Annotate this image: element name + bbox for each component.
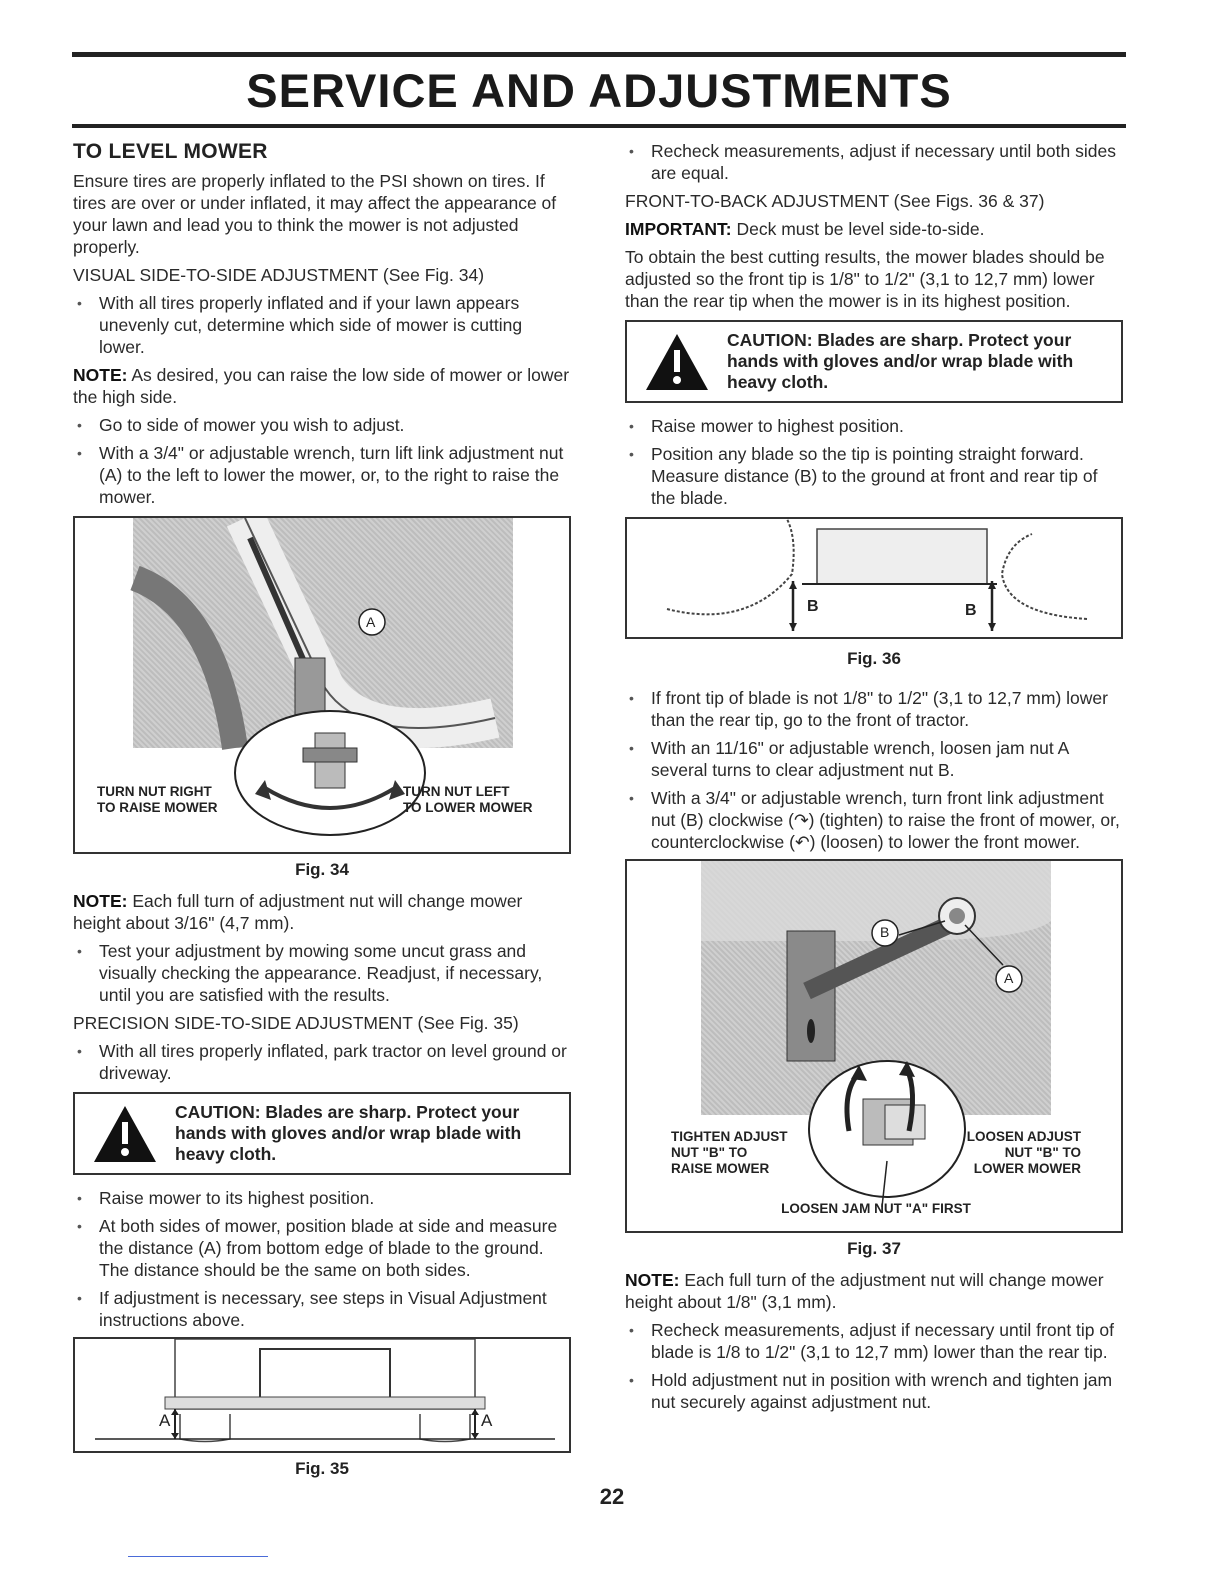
list-item: • With a 3/4" or adjustable wrench, turn lift link adjustment nut (A) to the left to lower the mower, or, to the right to raise the mower.	[73, 442, 571, 508]
list-item: • Test your adjustment by mowing some uncut grass and visually checking the appearance. Readjust, if necessary, until you are satisfied with the results.	[73, 940, 571, 1006]
footer-link-underline	[128, 1556, 268, 1557]
list-item: • Go to side of mower you wish to adjust.	[73, 414, 571, 436]
fig35-label-a-right: A	[481, 1411, 493, 1430]
fig34-label-right-1: TURN NUT LEFT	[403, 784, 510, 799]
list-item: • With all tires properly inflated and if your lawn appears unevenly cut, determine which side of mower is cutting lower.	[73, 292, 571, 358]
list-item: • Recheck measurements, adjust if necessary until both sides are equal.	[625, 140, 1123, 184]
fig37-label-right-2: NUT "B" TO	[1004, 1145, 1081, 1160]
front-tip-bullet-list	[625, 687, 1123, 853]
fig37-label-bottom: LOOSEN JAM NUT "A" FIRST	[781, 1201, 971, 1216]
left-column	[73, 140, 571, 1489]
precision-bullet-list	[73, 1040, 571, 1084]
section-heading: TO LEVEL MOWER	[73, 140, 268, 163]
fig37-label-right-1: LOOSEN ADJUST	[966, 1129, 1081, 1144]
raise-bullet-list	[625, 415, 1123, 509]
page-title: SERVICE AND ADJUSTMENTS	[246, 64, 952, 117]
caution-text: CAUTION: Blades are sharp. Protect your hands with gloves and/or wrap blade with heavy cloth.	[727, 330, 1074, 392]
list-item: • Raise mower to highest position.	[625, 415, 1123, 437]
caution-text: CAUTION: Blades are sharp. Protect your hands with gloves and/or wrap blade with heavy cloth.	[175, 1102, 522, 1164]
note-text: As desired, you can raise the low side of mower or lower the high side.	[73, 365, 570, 407]
visual-adjustment-title: VISUAL SIDE-TO-SIDE ADJUSTMENT (See Fig. 34)	[73, 265, 485, 285]
right-column	[625, 140, 1123, 1419]
list-item: • With a 3/4" or adjustable wrench, turn front link adjustment nut (B) clockwise (↷) (tighten) to raise the front of mower, or, counterclockwise (↶) (loosen) to lower the front mower.	[625, 787, 1123, 853]
list-item: • At both sides of mower, position blade at side and measure the distance (A) from bottom edge of blade to the ground. The distance should be the same on both sides.	[73, 1215, 571, 1281]
note-label: NOTE:	[73, 365, 128, 385]
note-text: Each full turn of the adjustment nut will change mower height about 1/8" (3,1 mm).	[625, 1270, 1104, 1312]
figure-37	[625, 859, 1123, 1233]
fig37-caption: Fig. 37	[847, 1239, 901, 1258]
important-text: Deck must be level side-to-side.	[731, 219, 985, 239]
list-item: • If adjustment is necessary, see steps in Visual Adjustment instructions above.	[73, 1287, 571, 1331]
fig37-callout-b: B	[880, 924, 890, 940]
figure-36	[625, 517, 1123, 639]
fig34-label-left-1: TURN NUT RIGHT	[97, 784, 212, 799]
list-item: • Recheck measurements, adjust if necessary until front tip of blade is 1/8 to 1/2" (3,1 to 12,7 mm) lower than the rear tip.	[625, 1319, 1123, 1363]
note-label: NOTE:	[625, 1270, 680, 1290]
blade-bullet-list	[73, 1187, 571, 1331]
list-item: • Raise mower to its highest position.	[73, 1187, 571, 1209]
fig34-label-right-2: TO LOWER MOWER	[403, 800, 533, 815]
fig36-caption: Fig. 36	[847, 649, 901, 668]
caution-box	[625, 320, 1123, 403]
precision-title: PRECISION SIDE-TO-SIDE ADJUSTMENT (See Fig. 35)	[73, 1013, 519, 1033]
fig37-label-left-3: RAISE MOWER	[671, 1161, 770, 1176]
list-item: • Position any blade so the tip is pointing straight forward. Measure distance (B) to the ground at front and rear tip of the blade.	[625, 443, 1123, 509]
fig36-illustration	[627, 519, 1123, 637]
final-bullet-list	[625, 1319, 1123, 1413]
figure-34	[73, 516, 571, 854]
adjust-bullet-list	[73, 414, 571, 508]
note-label: NOTE:	[73, 891, 128, 911]
warning-icon	[627, 332, 727, 392]
fig34-label-left-2: TO RAISE MOWER	[97, 800, 218, 815]
fig37-label-right-3: LOWER MOWER	[973, 1161, 1081, 1176]
fig35-label-a-left: A	[159, 1411, 171, 1430]
important-label: IMPORTANT:	[625, 219, 732, 239]
intro-paragraph: Ensure tires are properly inflated to the PSI shown on tires. If tires are over or under inflated, it may affect the appearance of your lawn and lead you to think the mower is not adjusted properly.	[73, 171, 557, 257]
note-paragraph	[73, 890, 571, 934]
visual-bullet-list	[73, 292, 571, 358]
fig36-label-b-left: B	[807, 598, 819, 615]
warning-icon	[75, 1104, 175, 1164]
list-item: • Hold adjustment nut in position with wrench and tighten jam nut securely against adjustment nut.	[625, 1369, 1123, 1413]
list-item: • With an 11/16" or adjustable wrench, loosen jam nut A several turns to clear adjustment nut B.	[625, 737, 1123, 781]
recheck-bullet-list	[625, 140, 1123, 184]
header-rule-bottom	[72, 124, 1126, 128]
fig34-caption: Fig. 34	[295, 860, 349, 879]
list-item: • With all tires properly inflated, park tractor on level ground or driveway.	[73, 1040, 571, 1084]
page-number: 22	[599, 1484, 625, 1509]
fig35-caption: Fig. 35	[295, 1459, 349, 1478]
test-bullet-list	[73, 940, 571, 1006]
note-text: Each full turn of adjustment nut will change mower height about 3/16" (4,7 mm).	[73, 891, 523, 933]
important-paragraph	[625, 218, 1123, 240]
best-results-paragraph: To obtain the best cutting results, the mower blades should be adjusted so the front tip is 1/8" to 1/2" (3,1 to 12,7 mm) lower than the rear tip when the mower is in its highest position.	[625, 247, 1105, 311]
note-paragraph	[625, 1269, 1123, 1313]
figure-35	[73, 1337, 571, 1453]
fig36-label-b-right: B	[965, 602, 977, 619]
fig37-label-left-1: TIGHTEN ADJUST	[671, 1129, 788, 1144]
fig37-label-left-2: NUT "B" TO	[671, 1145, 748, 1160]
fig37-callout-a: A	[1004, 970, 1014, 986]
fig35-illustration	[75, 1339, 571, 1451]
front-to-back-title: FRONT-TO-BACK ADJUSTMENT (See Figs. 36 & 37)	[625, 191, 1045, 211]
note-paragraph	[73, 364, 571, 408]
fig34-callout-a: A	[366, 614, 376, 630]
header-rule-top	[72, 52, 1126, 57]
list-item: • If front tip of blade is not 1/8" to 1/2" (3,1 to 12,7 mm) lower than the rear tip, go to the front of tractor.	[625, 687, 1123, 731]
caution-box	[73, 1092, 571, 1175]
